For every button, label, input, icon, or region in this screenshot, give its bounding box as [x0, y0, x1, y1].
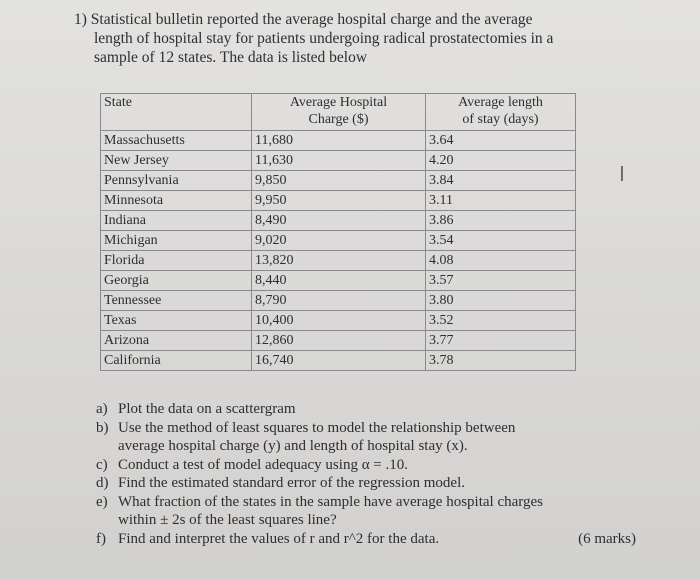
table-body	[101, 131, 576, 371]
table-row	[101, 131, 576, 151]
cell-state: Texas	[101, 311, 252, 331]
table-row	[101, 331, 576, 351]
part-label: e)	[96, 493, 108, 510]
table-row	[101, 231, 576, 251]
cell-state: Georgia	[101, 271, 252, 291]
part-e-line-2: within ± 2s of the least squares line?	[118, 512, 337, 528]
part-label: f)	[96, 530, 106, 547]
table-row	[101, 211, 576, 231]
part-b	[96, 419, 636, 456]
cell-state: Pennsylvania	[101, 171, 252, 191]
part-label: c)	[96, 456, 108, 473]
cell-hospital-charge: 10,400	[252, 311, 426, 331]
header-stay-line-2: of stay (days)	[462, 112, 539, 127]
cell-length-of-stay: 3.78	[426, 351, 576, 371]
question-text	[74, 10, 634, 67]
cell-hospital-charge: 12,860	[252, 331, 426, 351]
cell-hospital-charge: 9,850	[252, 171, 426, 191]
cell-hospital-charge: 8,490	[252, 211, 426, 231]
cell-length-of-stay: 3.64	[426, 131, 576, 151]
table-row	[101, 351, 576, 371]
cell-state: Arizona	[101, 331, 252, 351]
table-row	[101, 151, 576, 171]
cell-length-of-stay: 4.20	[426, 151, 576, 171]
cell-state: Tennessee	[101, 291, 252, 311]
header-charge-line-2: Charge ($)	[308, 112, 369, 127]
part-label: d)	[96, 475, 109, 491]
table-row	[101, 191, 576, 211]
part-text: Conduct a test of model adequacy using α = .10.	[118, 456, 409, 473]
part-a	[96, 400, 636, 419]
header-charge-line-1: Average Hospital	[289, 95, 388, 110]
table-row	[101, 291, 576, 311]
cell-length-of-stay: 3.52	[426, 311, 576, 331]
cell-length-of-stay: 3.77	[426, 331, 576, 351]
part-label: a)	[96, 401, 108, 417]
cell-hospital-charge: 8,440	[252, 271, 426, 291]
part-c	[96, 456, 636, 475]
header-hospital-charge	[252, 94, 426, 131]
cell-state: Florida	[101, 251, 252, 271]
part-text: Find and interpret the values of r and r^2 for the data.	[118, 530, 440, 547]
cell-hospital-charge: 9,950	[252, 191, 426, 211]
question-number: 1)	[74, 11, 87, 28]
cell-length-of-stay: 3.84	[426, 171, 576, 191]
cell-hospital-charge: 16,740	[252, 351, 426, 371]
cell-length-of-stay: 3.54	[426, 231, 576, 251]
cell-length-of-stay: 3.86	[426, 211, 576, 231]
part-label: b)	[96, 419, 109, 436]
question-line-3: sample of 12 states. The data is listed below	[94, 49, 368, 66]
part-text	[118, 493, 636, 530]
part-text: Find the estimated standard error of the regression model.	[118, 475, 465, 491]
table-row	[101, 251, 576, 271]
table-row	[101, 311, 576, 331]
text-cursor-icon: I	[619, 162, 625, 186]
data-table	[100, 93, 576, 371]
table-row	[101, 171, 576, 191]
question-line-2: length of hospital stay for patients undergoing radical prostatectomies in a	[94, 30, 554, 47]
header-stay-line-1: Average length	[458, 95, 543, 110]
cell-hospital-charge: 8,790	[252, 291, 426, 311]
part-f	[96, 530, 636, 549]
cell-state: Minnesota	[101, 191, 252, 211]
cell-hospital-charge: 9,020	[252, 231, 426, 251]
cell-state: Massachusetts	[101, 131, 252, 151]
cell-length-of-stay: 4.08	[426, 251, 576, 271]
cell-length-of-stay: 3.80	[426, 291, 576, 311]
part-e-line-1: What fraction of the states in the sample have average hospital charges	[118, 493, 543, 510]
table-header-row	[101, 94, 576, 131]
cell-state: New Jersey	[101, 151, 252, 171]
question-parts	[96, 400, 636, 548]
part-e	[96, 493, 636, 530]
question-line-1: Statistical bulletin reported the average hospital charge and the average	[90, 11, 533, 28]
part-text: Plot the data on a scattergram	[118, 401, 296, 417]
part-b-line-1: Use the method of least squares to model the relationship between	[118, 419, 516, 436]
part-b-line-2: average hospital charge (y) and length of hospital stay (x).	[118, 438, 468, 454]
cell-hospital-charge: 11,630	[252, 151, 426, 171]
cell-hospital-charge: 11,680	[252, 131, 426, 151]
cell-length-of-stay: 3.57	[426, 271, 576, 291]
header-length-of-stay	[426, 94, 576, 131]
table-row	[101, 271, 576, 291]
header-state: State	[101, 94, 252, 131]
cell-state: California	[101, 351, 252, 371]
cell-hospital-charge: 13,820	[252, 251, 426, 271]
part-d	[96, 474, 636, 493]
cell-state: Indiana	[101, 211, 252, 231]
cell-length-of-stay: 3.11	[426, 191, 576, 211]
part-text	[118, 419, 636, 456]
marks-label: (6 marks)	[578, 530, 636, 547]
cell-state: Michigan	[101, 231, 252, 251]
